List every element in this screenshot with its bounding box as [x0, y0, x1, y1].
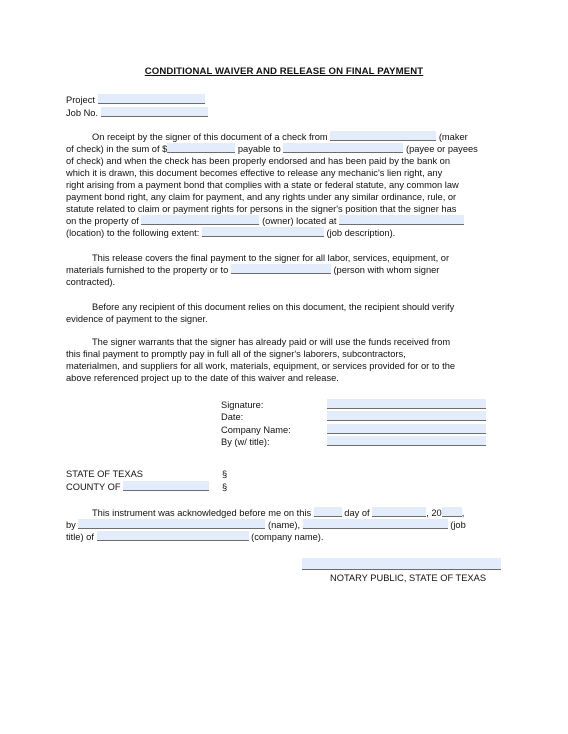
ack-title-label: title): [66, 532, 84, 542]
para1-line2-text: of check) in the sum of $: [66, 144, 168, 154]
project-row: [66, 94, 205, 106]
ack-line1-comma: ,: [461, 508, 465, 518]
para1-job-description: (job description).: [326, 228, 396, 238]
ack-job-title-field[interactable]: [303, 519, 448, 529]
state-section-symbol: §: [222, 469, 228, 479]
para1-line3: of check) and when the check has been properly endorsed and has been paid by the bank on: [66, 156, 451, 166]
para2-line3: contracted).: [66, 277, 116, 287]
signature-label: Signature:: [221, 400, 264, 410]
para1-line1-end: (maker: [438, 132, 468, 142]
sum-amount-field[interactable]: [167, 143, 235, 153]
paragraph-recipient-verify: [66, 301, 506, 325]
date-label: Date:: [221, 412, 244, 422]
para1-property-of: on the property of: [66, 216, 139, 226]
para1-owner-located: (owner) located at: [262, 216, 337, 226]
ack-year-prefix: , 20: [426, 508, 442, 518]
by-title-label: By (w/ title):: [221, 437, 270, 447]
para4-line4: above referenced project up to the date of this waiver and release.: [66, 373, 339, 383]
para1-line1-text: On receipt by the signer of this document of a check from: [92, 132, 328, 142]
para3-line2: evidence of payment to the signer.: [66, 314, 208, 324]
ack-year-field[interactable]: [442, 507, 462, 517]
ack-company-field[interactable]: [97, 531, 249, 541]
para4-line2: this final payment to promptly pay in full all of the signer's laborers, subcontractors,: [66, 349, 406, 359]
ack-by: by: [66, 520, 76, 530]
county-field[interactable]: [123, 481, 209, 491]
county-label: COUNTY OF: [66, 482, 121, 492]
para3-line1: Before any recipient of this document relies on this document, the recipient should verify: [92, 302, 455, 312]
para4-line3: materialmen, and suppliers for all work, materials, equipment, or services provided for or to the: [66, 361, 456, 371]
para1-line7: statute related to claim or payment rights for persons in the signer's position that the signer has: [66, 204, 457, 214]
check-maker-field[interactable]: [330, 131, 436, 141]
by-title-field[interactable]: [327, 436, 486, 446]
project-label: Project: [66, 95, 95, 105]
para1-line5: right arising from a payment bond that complies with a state or federal statute, any common law: [66, 180, 459, 190]
company-name-field[interactable]: [327, 424, 486, 434]
ack-of: of: [86, 532, 94, 542]
notary-signature-field[interactable]: [302, 558, 501, 570]
job-no-field[interactable]: [101, 107, 208, 117]
paragraph-release-covers: [66, 252, 506, 288]
ack-day-of: day of: [344, 508, 370, 518]
para1-payable-to: payable to: [237, 144, 281, 154]
payee-field[interactable]: [283, 143, 403, 153]
project-field[interactable]: [98, 94, 205, 104]
notary-label: NOTARY PUBLIC, STATE OF TEXAS: [330, 573, 487, 583]
para2-line1: This release covers the final payment to the signer for all labor, services, equipment, or: [92, 253, 450, 263]
paragraph-acknowledgment: [66, 507, 506, 543]
owner-field[interactable]: [141, 215, 259, 225]
document-title: CONDITIONAL WAIVER AND RELEASE ON FINAL PAYMENT: [144, 66, 424, 77]
para1-line4: which it is drawn, this document becomes effective to release any mechanic's lien right, any: [66, 168, 443, 178]
location-field[interactable]: [339, 215, 464, 225]
paragraph-signer-warrants: [66, 336, 506, 384]
ack-name-field[interactable]: [78, 519, 265, 529]
ack-job-label: (job: [450, 520, 466, 530]
county-section-symbol: §: [222, 482, 228, 492]
para2-line2-text: materials furnished to the property or to: [66, 265, 229, 275]
para2-line2-end: (person with whom signer: [333, 265, 440, 275]
contracted-person-field[interactable]: [231, 264, 331, 274]
ack-name-label: (name),: [268, 520, 301, 530]
company-name-label: Company Name:: [221, 425, 291, 435]
ack-line1-text: This instrument was acknowledged before me on this: [92, 508, 312, 518]
job-description-field[interactable]: [202, 227, 324, 237]
para4-line1: The signer warrants that the signer has already paid or will use the funds received from: [92, 337, 451, 347]
state-label: STATE OF TEXAS: [66, 469, 143, 479]
paragraph-receipt: [66, 131, 506, 239]
ack-month-field[interactable]: [372, 507, 426, 517]
ack-company-label: (company name).: [251, 532, 324, 542]
para1-line6: payment bond right, any claim for payment, and any rights under any similar ordinance, rule, or: [66, 192, 457, 202]
para1-line2-end: (payee or payees: [405, 144, 478, 154]
county-row: [66, 481, 209, 493]
job-no-label: Job No.: [66, 108, 99, 118]
date-field[interactable]: [327, 411, 486, 421]
job-no-row: [66, 107, 208, 119]
para1-extent: (location) to the following extent:: [66, 228, 200, 238]
ack-day-field[interactable]: [314, 507, 342, 517]
signature-field[interactable]: [327, 399, 486, 409]
